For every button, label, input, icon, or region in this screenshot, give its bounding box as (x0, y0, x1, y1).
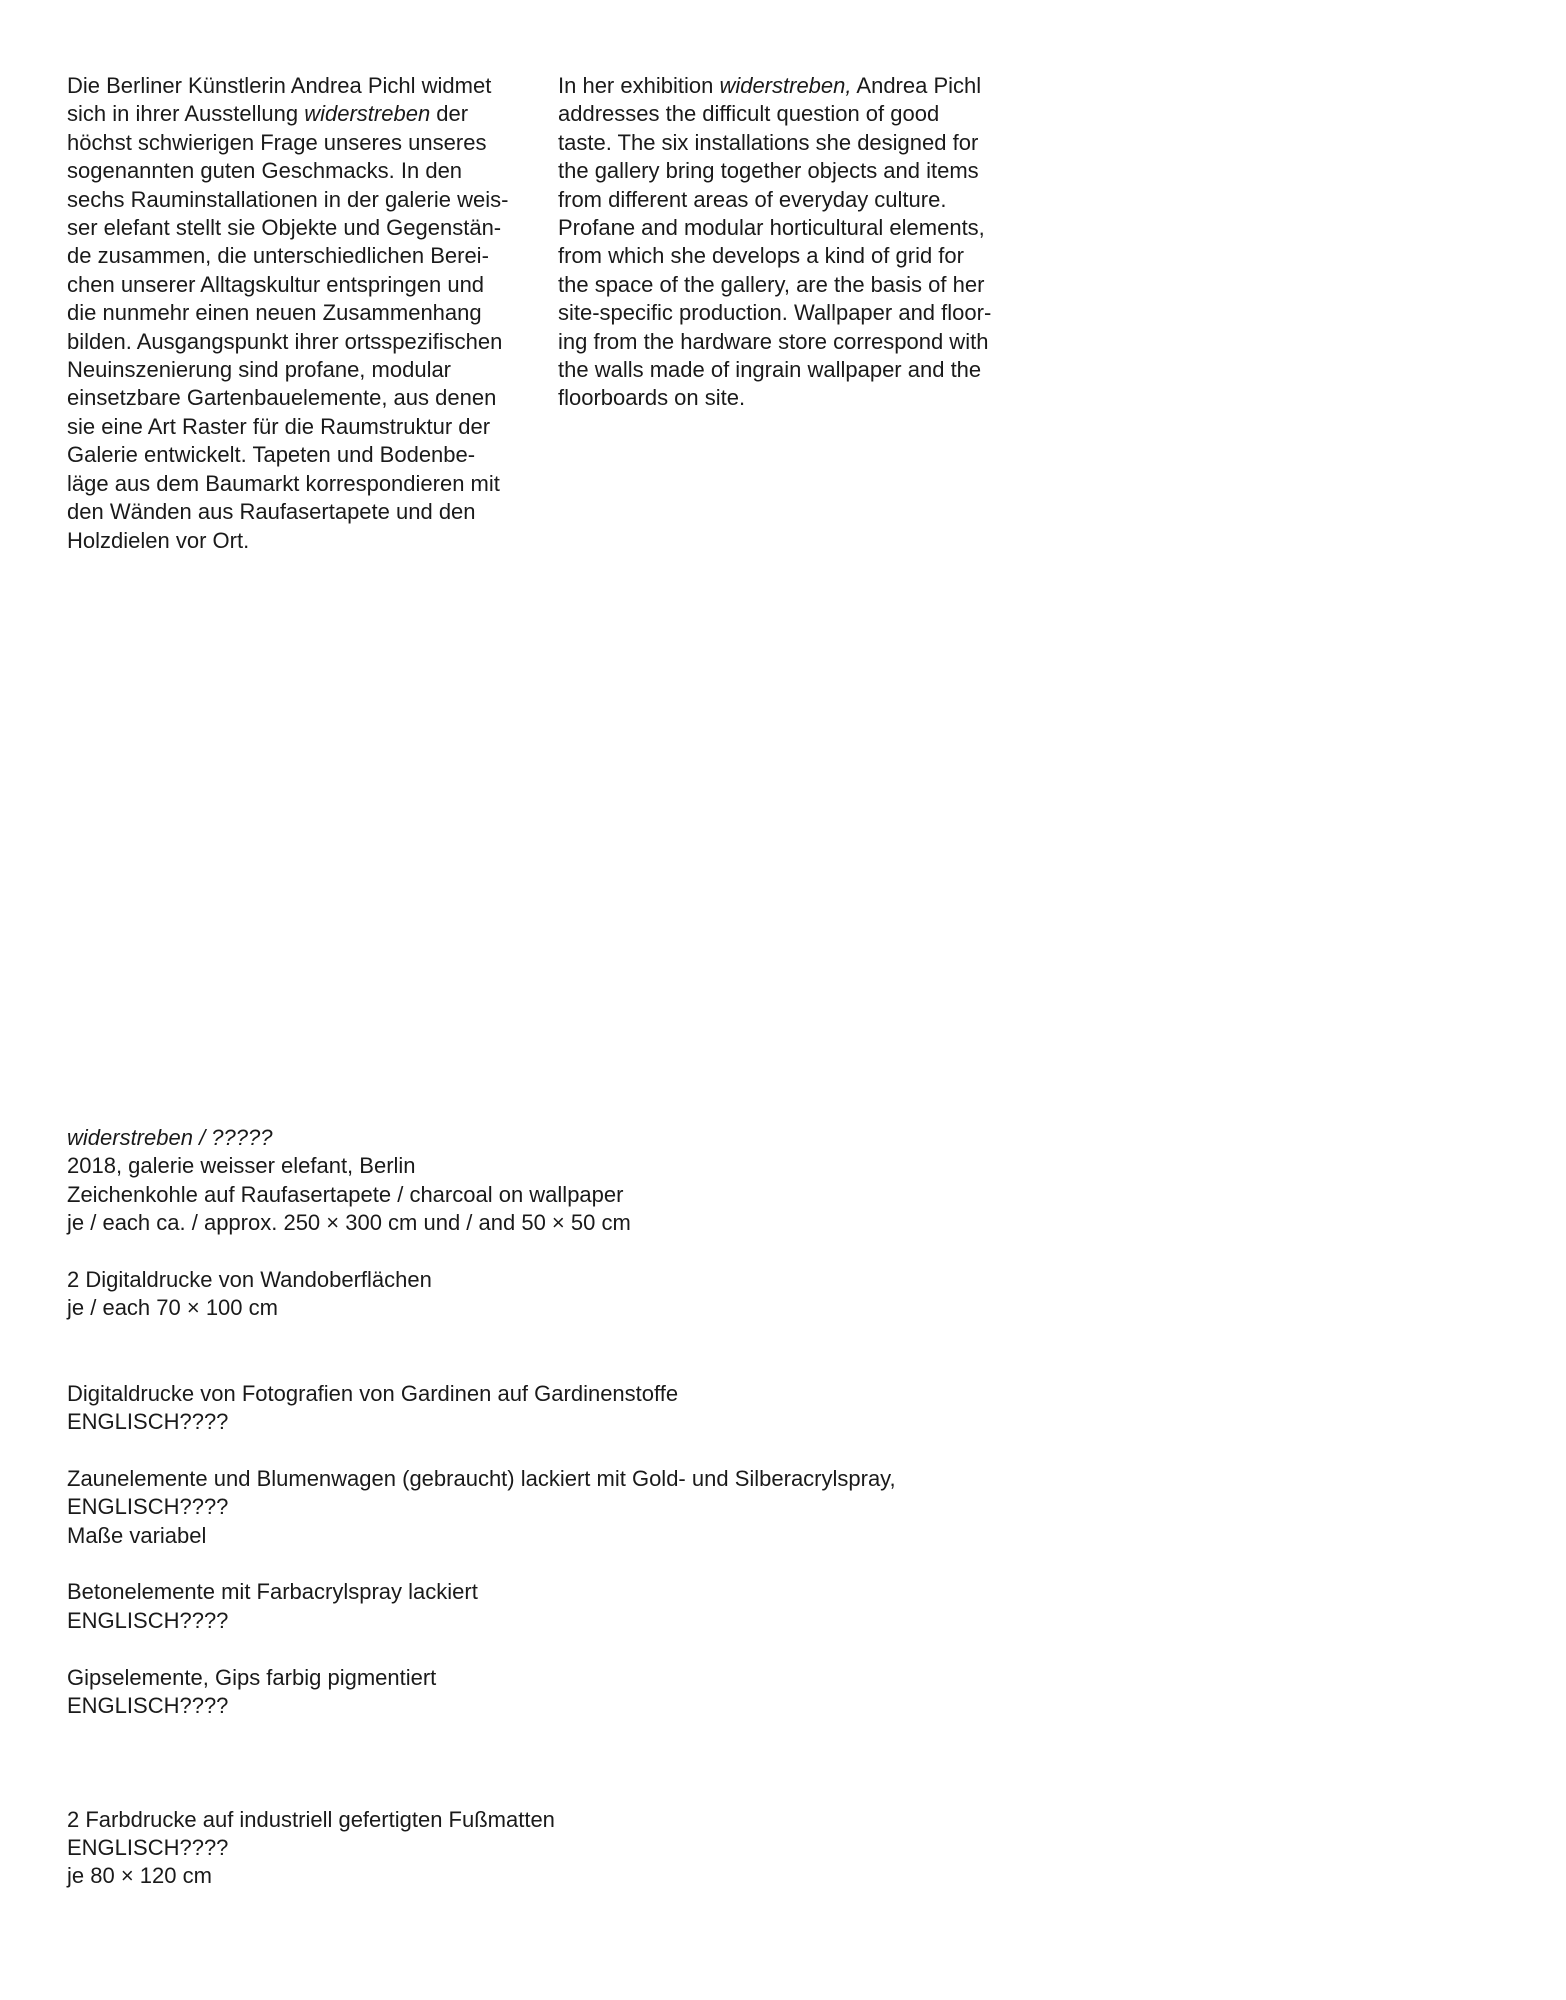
text-run: Galerie entwickelt. Tapeten und Bodenbe- (67, 442, 476, 468)
german-text-line (67, 100, 537, 128)
text-run: Holzdielen vor Ort. (67, 527, 250, 553)
english-text-line (558, 384, 1028, 412)
german-text-line (67, 242, 537, 270)
caption-block (67, 1465, 1267, 1550)
text-run: Neuinszenierung sind profane, modular (67, 357, 452, 383)
text-run: from which she develops a kind of grid for (558, 243, 964, 269)
text-run: de zusammen, die unterschiedlichen Berei- (67, 243, 489, 269)
english-text-line (558, 299, 1028, 327)
work-title: widerstreben / ????? (67, 1125, 273, 1150)
caption-line: Gipselemente, Gips farbig pigmentiert (67, 1664, 437, 1690)
text-run: einsetzbare Gartenbauelemente, aus denen (67, 385, 497, 411)
german-text-line (67, 186, 537, 214)
spacer (67, 1550, 1267, 1578)
caption-line: je 80 × 120 cm (67, 1863, 212, 1889)
caption-line: ENGLISCH???? (67, 1409, 229, 1435)
caption-line: Zaunelemente und Blumenwagen (gebraucht) lackiert mit Gold- und Silberacrylspray, (67, 1465, 896, 1491)
german-text-line (67, 470, 537, 498)
caption-block (67, 1380, 1267, 1437)
caption-line: Zeichenkohle auf Raufasertapete / charcoal on wallpaper (67, 1181, 624, 1207)
spacer (67, 1238, 1267, 1266)
caption-block (67, 1124, 1267, 1238)
text-run: ser elefant stellt sie Objekte und Gegenstän- (67, 215, 502, 241)
german-text-line (67, 328, 537, 356)
text-run: taste. The six installations she designed for (558, 129, 979, 155)
spacer (67, 1436, 1267, 1464)
text-run: sechs Rauminstallationen in der galerie weis- (67, 186, 509, 212)
caption-line: Digitaldrucke von Fotografien von Gardinen auf Gardinenstoffe (67, 1380, 679, 1406)
german-text-line (67, 356, 537, 384)
text-run: In her exhibition (558, 73, 720, 98)
text-run: chen unserer Alltagskultur entspringen und (67, 271, 485, 297)
english-text-column (558, 72, 1028, 413)
caption-line: 2018, galerie weisser elefant, Berlin (67, 1153, 416, 1179)
caption-line: ENGLISCH???? (67, 1494, 229, 1520)
caption-block (67, 1266, 1267, 1323)
text-run: der (430, 101, 469, 127)
english-text-line (558, 356, 1028, 384)
text-run: site-specific production. Wallpaper and floor- (558, 300, 992, 326)
caption-block (67, 1664, 1267, 1721)
german-text-line (67, 498, 537, 526)
german-text-line (67, 214, 537, 242)
caption-block (67, 1578, 1267, 1635)
spacer (67, 1323, 1267, 1380)
english-text-line (558, 328, 1028, 356)
text-run: Andrea Pichl (851, 73, 982, 98)
artwork-captions (67, 1124, 1267, 1891)
german-text-line (67, 157, 537, 185)
german-text-line (67, 271, 537, 299)
text-run: the space of the gallery, are the basis of her (558, 271, 985, 297)
text-run: sich in ihrer Ausstellung (67, 101, 305, 127)
english-text-line (558, 271, 1028, 299)
german-text-line (67, 299, 537, 327)
text-run: bilden. Ausgangspunkt ihrer ortsspezifischen (67, 328, 503, 354)
exhibition-title-italic: widerstreben (304, 101, 431, 127)
german-text-line (67, 384, 537, 412)
text-run: Profane and modular horticultural elements, (558, 215, 985, 241)
text-run: läge aus dem Baumarkt korrespondieren mit (67, 470, 500, 496)
text-run: the walls made of ingrain wallpaper and the (558, 357, 982, 383)
caption-line: je / each ca. / approx. 250 × 300 cm und / and 50 × 50 cm (67, 1210, 631, 1236)
caption-line: ENGLISCH???? (67, 1835, 229, 1861)
english-text-line (558, 100, 1028, 128)
text-run: Die Berliner Künstlerin Andrea Pichl widmet (67, 73, 492, 98)
exhibition-title-italic: widerstreben, (719, 73, 852, 98)
text-run: die nunmehr einen neuen Zusammenhang (67, 300, 482, 326)
text-run: ing from the hardware store correspond with (558, 328, 989, 354)
german-text-line (67, 413, 537, 441)
english-text-line (558, 72, 1028, 100)
spacer (67, 1635, 1267, 1663)
caption-line: je / each 70 × 100 cm (67, 1295, 278, 1321)
caption-line: Maße variabel (67, 1522, 207, 1548)
text-run: addresses the difficult question of good (558, 101, 940, 127)
german-text-column (67, 72, 537, 555)
text-run: from different areas of everyday culture. (558, 186, 947, 212)
text-run: höchst schwierigen Frage unseres unseres (67, 129, 487, 155)
text-run: the gallery bring together objects and items (558, 158, 979, 184)
english-text-line (558, 186, 1028, 214)
caption-line: ENGLISCH???? (67, 1693, 229, 1719)
german-text-line (67, 441, 537, 469)
text-run: den Wänden aus Raufasertapete und den (67, 499, 476, 525)
german-text-line (67, 129, 537, 157)
german-text-line (67, 527, 537, 555)
caption-line: Betonelemente mit Farbacrylspray lackiert (67, 1579, 478, 1605)
english-text-line (558, 157, 1028, 185)
caption-line: ENGLISCH???? (67, 1607, 229, 1633)
english-text-line (558, 129, 1028, 157)
spacer (67, 1720, 1267, 1805)
english-text-line (558, 214, 1028, 242)
text-run: sogenannten guten Geschmacks. In den (67, 158, 463, 184)
text-run: sie eine Art Raster für die Raumstruktur der (67, 413, 491, 439)
german-text-line (67, 72, 537, 100)
text-run: floorboards on site. (558, 385, 746, 411)
caption-block (67, 1806, 1267, 1891)
english-text-line (558, 242, 1028, 270)
caption-line: 2 Digitaldrucke von Wandoberflächen (67, 1267, 432, 1293)
caption-line: 2 Farbdrucke auf industriell gefertigten Fußmatten (67, 1806, 555, 1832)
